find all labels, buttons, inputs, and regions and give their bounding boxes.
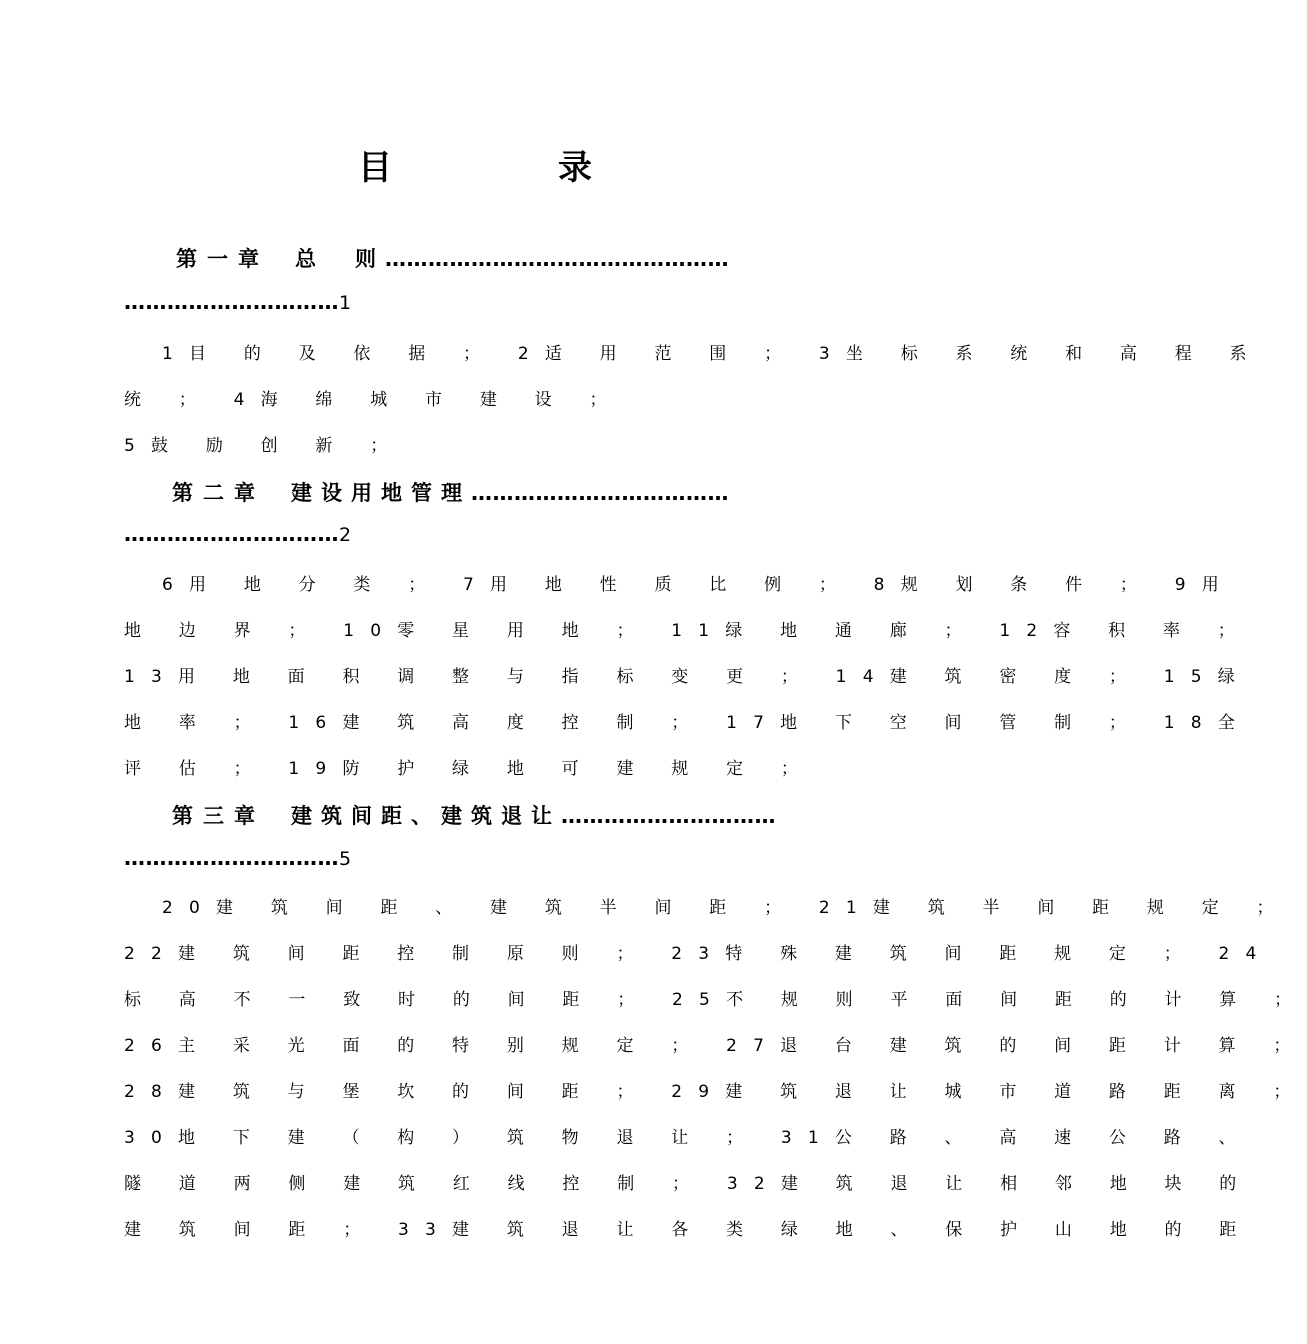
chapter-3-page-number: 5 [339,848,352,870]
page-title: 目 录 [358,148,658,188]
chapter-3-leader-dots-2: ………………………… [124,846,339,870]
chapter-2-item-line: 地 率 ； 16建 筑 高 度 控 制 ； 17地 下 空 间 管 制 ； 18全 [124,713,1251,733]
chapter-1-number: 第一章 [176,247,269,271]
chapter-1-page-line [124,290,836,314]
chapter-3-item-line: 26主 采 光 面 的 特 别 规 定 ； 27退 台 建 筑 的 间 距 计 算 ； [124,1036,1307,1056]
chapter-1-item-line: 5鼓 励 创 新 ； [124,436,404,456]
chapter-1-item-line: 统 ； 4海 绵 城 市 建 设 ； [124,390,623,410]
chapter-3-item-line: 20建 筑 间 距 、 建 筑 半 间 距 ； 21建 筑 半 间 距 规 定 ； [162,898,1290,918]
chapter-2-leader-dots-2: ………………………… [124,522,339,546]
chapter-2-item-line: 地 边 界 ； 10零 星 用 地 ； 11绿 地 通 廊 ； 12容 积 率 ； [124,621,1251,641]
chapter-2-item-line: 评 估 ； 19防 护 绿 地 可 建 规 定 ； [124,759,815,779]
chapter-1-heading [176,243,836,273]
chapter-1-leader-dots-2: ………………………… [124,290,339,314]
chapter-1-leader-dots: ………………………………………… [385,247,729,271]
chapter-3-item-line: 标 高 不 一 致 时 的 间 距 ； 25不 规 则 平 面 间 距 的 计 算 ； [124,990,1307,1010]
chapter-1-item-line: 1目 的 及 依 据 ； 2适 用 范 围 ； 3坐 标 系 统 和 高 程 系 [162,344,1263,364]
chapter-2-item-line: 13用 地 面 积 调 整 与 指 标 变 更 ； 14建 筑 密 度 ； 15绿 [124,667,1251,687]
chapter-3-leader-dots: ………………………… [561,804,776,828]
chapter-3-heading [172,800,836,830]
chapter-2-item-line: 6用 地 分 类 ； 7用 地 性 质 比 例 ； 8规 划 条 件 ； 9用 [162,575,1235,595]
chapter-3-number: 第三章 [172,804,265,828]
chapter-1-page-number: 1 [339,292,352,314]
chapter-2-number: 第二章 [172,481,265,505]
chapter-3-item-line: 22建 筑 间 距 控 制 原 则 ； 23特 殊 建 筑 间 距 规 定 ； 24 [124,944,1273,964]
chapter-3-name: 建筑间距、建筑退让 [291,804,561,828]
chapter-3-item-line: 30地 下 建 （ 构 ） 筑 物 退 让 ； 31公 路 、 高 速 公 路 、 [124,1128,1252,1148]
chapter-2-heading [172,477,836,507]
chapter-1-name: 总 则 [295,247,385,271]
chapter-2-name: 建设用地管理 [291,481,471,505]
chapter-2-leader-dots: ……………………………… [471,481,729,505]
chapter-2-page-line [124,522,836,546]
chapter-3-item-line: 建 筑 间 距 ； 33建 筑 退 让 各 类 绿 地 、 保 护 山 地 的 距 [124,1220,1253,1240]
chapter-2-page-number: 2 [339,524,352,546]
chapter-3-item-line: 28建 筑 与 堡 坎 的 间 距 ； 29建 筑 退 让 城 市 道 路 距 离 ； [124,1082,1307,1102]
chapter-3-page-line [124,846,836,870]
chapter-3-item-line: 隧 道 两 侧 建 筑 红 线 控 制 ； 32建 筑 退 让 相 邻 地 块 的 [124,1174,1253,1194]
